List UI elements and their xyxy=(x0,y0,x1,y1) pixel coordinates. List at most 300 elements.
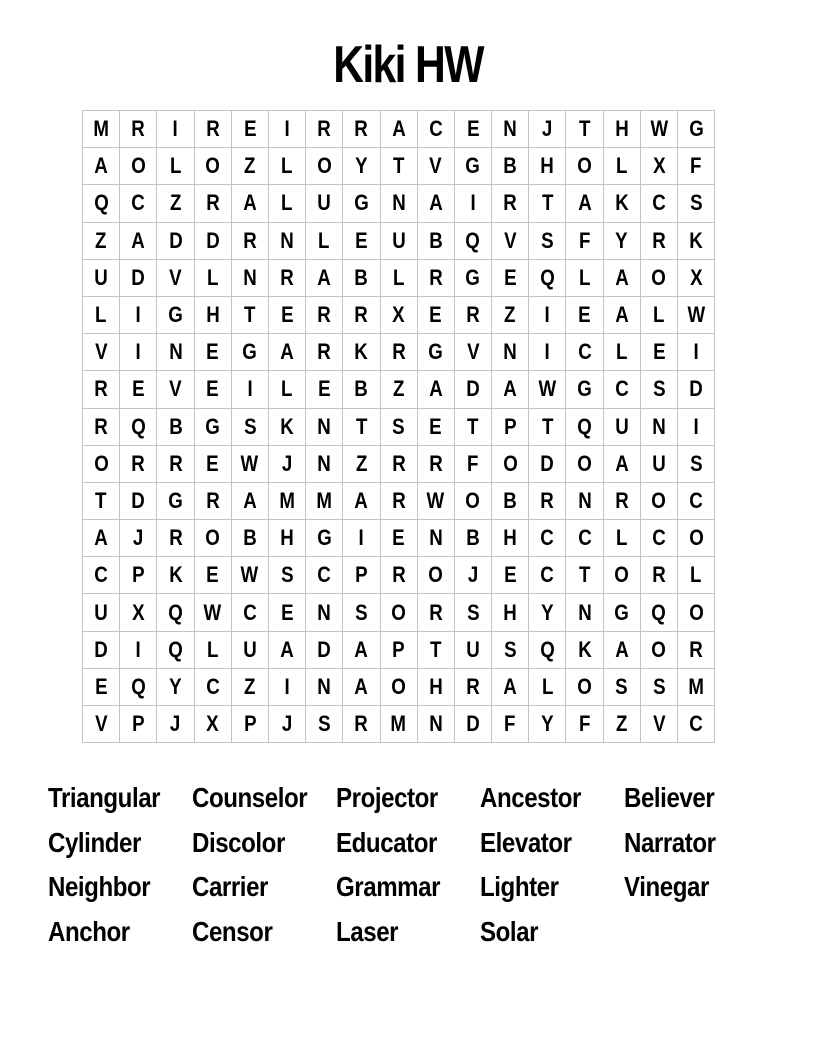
grid-cell[interactable] xyxy=(678,594,715,631)
grid-cell[interactable] xyxy=(194,408,231,445)
grid-cell[interactable] xyxy=(120,482,157,519)
grid-cell[interactable] xyxy=(529,185,566,222)
grid-cell[interactable] xyxy=(603,222,640,259)
grid-cell[interactable] xyxy=(343,259,380,296)
grid-cell[interactable] xyxy=(120,185,157,222)
word-list-item: Elevator xyxy=(480,826,572,858)
grid-cell[interactable] xyxy=(231,185,268,222)
grid-cell[interactable] xyxy=(640,185,677,222)
grid-cell[interactable] xyxy=(603,259,640,296)
grid-cell[interactable] xyxy=(231,557,268,594)
grid-cell[interactable] xyxy=(492,594,529,631)
grid-cell[interactable] xyxy=(231,594,268,631)
grid-cell[interactable] xyxy=(194,482,231,519)
grid-cell[interactable] xyxy=(678,631,715,668)
grid-cell[interactable] xyxy=(640,594,677,631)
grid-cell[interactable] xyxy=(194,334,231,371)
grid-cell[interactable] xyxy=(640,111,677,148)
grid-cell[interactable] xyxy=(603,668,640,705)
grid-cell[interactable] xyxy=(603,445,640,482)
grid-cell[interactable] xyxy=(603,334,640,371)
grid-cell[interactable] xyxy=(83,185,120,222)
grid-cell[interactable] xyxy=(678,371,715,408)
grid-cell[interactable] xyxy=(417,706,454,743)
grid-cell[interactable] xyxy=(83,631,120,668)
grid-cell[interactable] xyxy=(157,668,194,705)
grid-cell[interactable] xyxy=(268,482,305,519)
grid-cell[interactable] xyxy=(529,445,566,482)
grid-cell[interactable] xyxy=(417,185,454,222)
grid-cell[interactable] xyxy=(417,334,454,371)
grid-cell[interactable] xyxy=(306,296,343,333)
grid-cell[interactable] xyxy=(454,631,491,668)
grid-cell[interactable] xyxy=(343,594,380,631)
grid-cell[interactable] xyxy=(678,482,715,519)
grid-cell[interactable] xyxy=(306,668,343,705)
grid-cell[interactable] xyxy=(640,445,677,482)
grid-cell[interactable] xyxy=(343,631,380,668)
grid-cell[interactable] xyxy=(157,111,194,148)
grid-cell[interactable] xyxy=(194,668,231,705)
grid-cell[interactable] xyxy=(492,557,529,594)
grid-cell[interactable] xyxy=(492,408,529,445)
grid-cell[interactable] xyxy=(529,557,566,594)
grid-cell[interactable] xyxy=(566,185,603,222)
grid-cell[interactable] xyxy=(640,148,677,185)
grid-cell[interactable] xyxy=(306,482,343,519)
grid-letter: R xyxy=(280,264,294,290)
grid-cell[interactable] xyxy=(231,520,268,557)
grid-cell[interactable] xyxy=(120,408,157,445)
grid-cell[interactable] xyxy=(529,148,566,185)
grid-cell[interactable] xyxy=(492,296,529,333)
grid-cell[interactable] xyxy=(268,185,305,222)
letter-grid[interactable] xyxy=(82,110,715,743)
grid-cell[interactable] xyxy=(380,520,417,557)
grid-cell[interactable] xyxy=(306,185,343,222)
grid-cell[interactable] xyxy=(417,557,454,594)
grid-cell[interactable] xyxy=(120,296,157,333)
grid-cell[interactable] xyxy=(343,557,380,594)
grid-cell[interactable] xyxy=(268,371,305,408)
grid-cell[interactable] xyxy=(380,408,417,445)
grid-cell[interactable] xyxy=(529,222,566,259)
grid-cell[interactable] xyxy=(268,222,305,259)
grid-cell[interactable] xyxy=(380,371,417,408)
grid-cell[interactable] xyxy=(157,408,194,445)
grid-cell[interactable] xyxy=(492,148,529,185)
grid-cell[interactable] xyxy=(231,296,268,333)
grid-cell[interactable] xyxy=(157,557,194,594)
grid-cell[interactable] xyxy=(640,520,677,557)
grid-cell[interactable] xyxy=(380,111,417,148)
grid-cell[interactable] xyxy=(343,668,380,705)
grid-cell[interactable] xyxy=(454,371,491,408)
grid-cell[interactable] xyxy=(83,594,120,631)
grid-cell[interactable] xyxy=(603,706,640,743)
grid-cell[interactable] xyxy=(417,594,454,631)
grid-cell[interactable] xyxy=(120,222,157,259)
grid-cell[interactable] xyxy=(380,222,417,259)
grid-cell[interactable] xyxy=(343,520,380,557)
grid-cell[interactable] xyxy=(83,222,120,259)
grid-cell[interactable] xyxy=(194,371,231,408)
grid-cell[interactable] xyxy=(268,408,305,445)
grid-letter: S xyxy=(503,636,517,662)
grid-cell[interactable] xyxy=(640,482,677,519)
grid-cell[interactable] xyxy=(566,557,603,594)
grid-cell[interactable] xyxy=(231,111,268,148)
grid-letter: R xyxy=(243,227,257,253)
grid-cell[interactable] xyxy=(603,594,640,631)
grid-cell[interactable] xyxy=(120,631,157,668)
grid-cell[interactable] xyxy=(343,371,380,408)
grid-cell[interactable] xyxy=(566,408,603,445)
grid-cell[interactable] xyxy=(83,408,120,445)
grid-cell[interactable] xyxy=(566,334,603,371)
grid-cell[interactable] xyxy=(306,148,343,185)
grid-cell[interactable] xyxy=(417,631,454,668)
grid-cell[interactable] xyxy=(343,222,380,259)
grid-cell[interactable] xyxy=(380,668,417,705)
grid-cell[interactable] xyxy=(194,706,231,743)
grid-cell[interactable] xyxy=(157,334,194,371)
grid-cell[interactable] xyxy=(566,148,603,185)
grid-cell[interactable] xyxy=(83,706,120,743)
grid-cell[interactable] xyxy=(529,259,566,296)
grid-cell[interactable] xyxy=(454,706,491,743)
grid-cell[interactable] xyxy=(343,334,380,371)
grid-cell[interactable] xyxy=(343,185,380,222)
grid-cell[interactable] xyxy=(83,445,120,482)
grid-cell[interactable] xyxy=(529,334,566,371)
grid-cell[interactable] xyxy=(529,111,566,148)
grid-cell[interactable] xyxy=(678,334,715,371)
grid-cell[interactable] xyxy=(566,594,603,631)
grid-cell[interactable] xyxy=(306,520,343,557)
grid-cell[interactable] xyxy=(231,148,268,185)
grid-cell[interactable] xyxy=(306,334,343,371)
grid-cell[interactable] xyxy=(640,296,677,333)
grid-cell[interactable] xyxy=(417,296,454,333)
grid-cell[interactable] xyxy=(343,445,380,482)
grid-cell[interactable] xyxy=(454,482,491,519)
grid-cell[interactable] xyxy=(492,482,529,519)
grid-cell[interactable] xyxy=(640,668,677,705)
grid-cell[interactable] xyxy=(417,520,454,557)
grid-cell[interactable] xyxy=(83,557,120,594)
grid-cell[interactable] xyxy=(678,296,715,333)
grid-cell[interactable] xyxy=(194,520,231,557)
grid-cell[interactable] xyxy=(454,668,491,705)
grid-cell[interactable] xyxy=(343,111,380,148)
grid-cell[interactable] xyxy=(268,706,305,743)
grid-cell[interactable] xyxy=(678,445,715,482)
grid-cell[interactable] xyxy=(157,520,194,557)
grid-cell[interactable] xyxy=(640,408,677,445)
grid-cell[interactable] xyxy=(603,408,640,445)
grid-cell[interactable] xyxy=(454,334,491,371)
grid-cell[interactable] xyxy=(343,706,380,743)
grid-cell[interactable] xyxy=(454,259,491,296)
grid-cell[interactable] xyxy=(231,706,268,743)
grid-cell[interactable] xyxy=(268,520,305,557)
grid-cell[interactable] xyxy=(231,259,268,296)
grid-cell[interactable] xyxy=(566,520,603,557)
grid-cell[interactable] xyxy=(120,111,157,148)
grid-cell[interactable] xyxy=(678,557,715,594)
grid-cell[interactable] xyxy=(566,296,603,333)
grid-cell[interactable] xyxy=(454,148,491,185)
grid-cell[interactable] xyxy=(306,706,343,743)
grid-cell[interactable] xyxy=(157,631,194,668)
grid-cell[interactable] xyxy=(603,148,640,185)
grid-cell[interactable] xyxy=(157,148,194,185)
grid-cell[interactable] xyxy=(640,557,677,594)
grid-letter: A xyxy=(354,636,369,662)
grid-cell[interactable] xyxy=(492,631,529,668)
grid-cell[interactable] xyxy=(194,445,231,482)
grid-cell[interactable] xyxy=(566,631,603,668)
grid-cell[interactable] xyxy=(603,371,640,408)
grid-cell[interactable] xyxy=(380,557,417,594)
grid-cell[interactable] xyxy=(231,631,268,668)
grid-cell[interactable] xyxy=(454,445,491,482)
grid-cell[interactable] xyxy=(120,668,157,705)
grid-cell[interactable] xyxy=(380,148,417,185)
grid-cell[interactable] xyxy=(492,668,529,705)
grid-cell[interactable] xyxy=(306,371,343,408)
grid-cell[interactable] xyxy=(566,482,603,519)
grid-cell[interactable] xyxy=(306,259,343,296)
grid-cell[interactable] xyxy=(380,259,417,296)
grid-cell[interactable] xyxy=(120,371,157,408)
grid-cell[interactable] xyxy=(380,706,417,743)
grid-cell[interactable] xyxy=(678,222,715,259)
grid-cell[interactable] xyxy=(120,706,157,743)
grid-cell[interactable] xyxy=(529,706,566,743)
grid-cell[interactable] xyxy=(417,668,454,705)
grid-letter: G xyxy=(316,525,332,551)
grid-cell[interactable] xyxy=(417,222,454,259)
grid-cell[interactable] xyxy=(640,706,677,743)
grid-cell[interactable] xyxy=(231,222,268,259)
grid-cell[interactable] xyxy=(157,445,194,482)
grid-cell[interactable] xyxy=(343,482,380,519)
grid-cell[interactable] xyxy=(306,445,343,482)
grid-cell[interactable] xyxy=(194,185,231,222)
grid-cell[interactable] xyxy=(492,222,529,259)
grid-cell[interactable] xyxy=(603,520,640,557)
grid-row xyxy=(83,111,715,148)
grid-cell[interactable] xyxy=(678,668,715,705)
grid-row xyxy=(83,520,715,557)
grid-cell[interactable] xyxy=(231,408,268,445)
grid-cell[interactable] xyxy=(231,371,268,408)
grid-cell[interactable] xyxy=(417,111,454,148)
grid-cell[interactable] xyxy=(157,296,194,333)
grid-cell[interactable] xyxy=(603,557,640,594)
grid-cell[interactable] xyxy=(306,222,343,259)
grid-cell[interactable] xyxy=(157,371,194,408)
grid-cell[interactable] xyxy=(268,557,305,594)
grid-cell[interactable] xyxy=(603,631,640,668)
grid-cell[interactable] xyxy=(120,594,157,631)
grid-cell[interactable] xyxy=(566,706,603,743)
grid-cell[interactable] xyxy=(454,520,491,557)
grid-cell[interactable] xyxy=(268,594,305,631)
grid-cell[interactable] xyxy=(306,408,343,445)
grid-cell[interactable] xyxy=(417,408,454,445)
grid-cell[interactable] xyxy=(640,631,677,668)
grid-cell[interactable] xyxy=(194,259,231,296)
grid-cell[interactable] xyxy=(678,706,715,743)
grid-cell[interactable] xyxy=(83,482,120,519)
grid-cell[interactable] xyxy=(492,445,529,482)
grid-cell[interactable] xyxy=(306,557,343,594)
grid-cell[interactable] xyxy=(343,148,380,185)
grid-cell[interactable] xyxy=(380,185,417,222)
grid-cell[interactable] xyxy=(268,148,305,185)
grid-cell[interactable] xyxy=(566,371,603,408)
grid-cell[interactable] xyxy=(492,371,529,408)
grid-cell[interactable] xyxy=(157,259,194,296)
grid-cell[interactable] xyxy=(454,222,491,259)
grid-cell[interactable] xyxy=(678,520,715,557)
grid-cell[interactable] xyxy=(380,482,417,519)
grid-cell[interactable] xyxy=(231,482,268,519)
grid-cell[interactable] xyxy=(380,334,417,371)
grid-cell[interactable] xyxy=(566,668,603,705)
grid-cell[interactable] xyxy=(492,259,529,296)
grid-cell[interactable] xyxy=(454,408,491,445)
grid-cell[interactable] xyxy=(268,445,305,482)
grid-cell[interactable] xyxy=(120,445,157,482)
grid-cell[interactable] xyxy=(492,520,529,557)
grid-cell[interactable] xyxy=(678,185,715,222)
grid-cell[interactable] xyxy=(454,185,491,222)
grid-cell[interactable] xyxy=(380,594,417,631)
grid-cell[interactable] xyxy=(343,296,380,333)
grid-cell[interactable] xyxy=(194,148,231,185)
grid-cell[interactable] xyxy=(417,482,454,519)
grid-cell[interactable] xyxy=(566,445,603,482)
grid-cell[interactable] xyxy=(380,296,417,333)
grid-cell[interactable] xyxy=(268,111,305,148)
grid-cell[interactable] xyxy=(678,408,715,445)
grid-cell[interactable] xyxy=(640,259,677,296)
grid-cell[interactable] xyxy=(417,445,454,482)
grid-cell[interactable] xyxy=(194,296,231,333)
grid-cell[interactable] xyxy=(566,111,603,148)
grid-cell[interactable] xyxy=(454,594,491,631)
grid-cell[interactable] xyxy=(83,259,120,296)
grid-cell[interactable] xyxy=(640,222,677,259)
grid-cell[interactable] xyxy=(529,594,566,631)
grid-cell[interactable] xyxy=(83,520,120,557)
grid-cell[interactable] xyxy=(454,111,491,148)
grid-cell[interactable] xyxy=(492,706,529,743)
grid-cell[interactable] xyxy=(417,148,454,185)
grid-cell[interactable] xyxy=(640,334,677,371)
grid-cell[interactable] xyxy=(268,668,305,705)
grid-cell[interactable] xyxy=(231,334,268,371)
grid-cell[interactable] xyxy=(231,445,268,482)
grid-cell[interactable] xyxy=(120,557,157,594)
grid-cell[interactable] xyxy=(194,222,231,259)
grid-cell[interactable] xyxy=(83,148,120,185)
grid-cell[interactable] xyxy=(120,259,157,296)
grid-cell[interactable] xyxy=(83,668,120,705)
grid-cell[interactable] xyxy=(194,557,231,594)
grid-cell[interactable] xyxy=(194,594,231,631)
grid-cell[interactable] xyxy=(417,259,454,296)
grid-cell[interactable] xyxy=(492,185,529,222)
grid-cell[interactable] xyxy=(529,408,566,445)
grid-cell[interactable] xyxy=(529,296,566,333)
grid-cell[interactable] xyxy=(120,148,157,185)
grid-cell[interactable] xyxy=(83,111,120,148)
grid-cell[interactable] xyxy=(603,296,640,333)
grid-cell[interactable] xyxy=(492,111,529,148)
grid-cell[interactable] xyxy=(417,371,454,408)
grid-cell[interactable] xyxy=(157,482,194,519)
grid-cell[interactable] xyxy=(231,668,268,705)
grid-cell[interactable] xyxy=(454,557,491,594)
grid-cell[interactable] xyxy=(83,371,120,408)
grid-cell[interactable] xyxy=(678,259,715,296)
grid-cell[interactable] xyxy=(529,371,566,408)
grid-cell[interactable] xyxy=(83,334,120,371)
grid-cell[interactable] xyxy=(529,520,566,557)
grid-cell[interactable] xyxy=(157,185,194,222)
grid-cell[interactable] xyxy=(603,111,640,148)
grid-cell[interactable] xyxy=(566,222,603,259)
grid-cell[interactable] xyxy=(194,111,231,148)
grid-cell[interactable] xyxy=(640,371,677,408)
grid-cell[interactable] xyxy=(566,259,603,296)
grid-cell[interactable] xyxy=(603,482,640,519)
grid-cell[interactable] xyxy=(529,668,566,705)
grid-cell[interactable] xyxy=(306,631,343,668)
grid-cell[interactable] xyxy=(678,111,715,148)
grid-cell[interactable] xyxy=(306,111,343,148)
grid-cell[interactable] xyxy=(83,296,120,333)
grid-cell[interactable] xyxy=(343,408,380,445)
grid-cell[interactable] xyxy=(268,334,305,371)
grid-cell[interactable] xyxy=(678,148,715,185)
grid-cell[interactable] xyxy=(157,594,194,631)
grid-letter: D xyxy=(317,636,331,662)
grid-letter: K xyxy=(577,636,592,662)
grid-cell[interactable] xyxy=(268,296,305,333)
grid-cell[interactable] xyxy=(529,631,566,668)
grid-cell[interactable] xyxy=(268,259,305,296)
grid-cell[interactable] xyxy=(603,185,640,222)
grid-cell[interactable] xyxy=(306,594,343,631)
grid-cell[interactable] xyxy=(194,631,231,668)
grid-cell[interactable] xyxy=(380,445,417,482)
grid-cell[interactable] xyxy=(380,631,417,668)
grid-cell[interactable] xyxy=(157,706,194,743)
grid-cell[interactable] xyxy=(268,631,305,668)
grid-cell[interactable] xyxy=(529,482,566,519)
grid-cell[interactable] xyxy=(120,520,157,557)
grid-cell[interactable] xyxy=(492,334,529,371)
grid-cell[interactable] xyxy=(120,334,157,371)
grid-cell[interactable] xyxy=(454,296,491,333)
grid-cell[interactable] xyxy=(157,222,194,259)
